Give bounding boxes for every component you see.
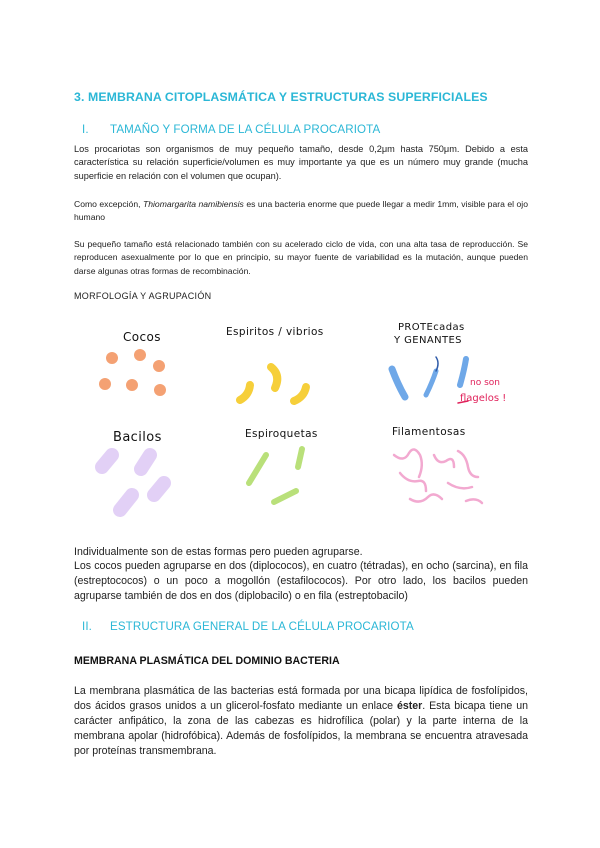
section-title: 3. MEMBRANA CITOPLASMÁTICA Y ESTRUCTURAS SUPERFICIALES xyxy=(74,90,488,104)
filament xyxy=(458,451,478,477)
filament xyxy=(448,483,472,488)
label-bacilos: Bacilos xyxy=(113,430,162,445)
exception-prefix: Como excepción, xyxy=(74,199,143,209)
paragraph-exception xyxy=(74,198,528,225)
species-name: Thiomargarita namibiensis xyxy=(142,199,244,209)
subsection-number: II. xyxy=(82,620,92,633)
subsection-title: TAMAÑO Y FORMA DE LA CÉLULA PROCARIOTA xyxy=(110,123,381,136)
label-pleomorficas-2: Y GENANTES xyxy=(394,335,462,346)
bacillus xyxy=(120,495,132,510)
label-pleomorficas-1: PROTEcadas xyxy=(398,322,465,333)
note-line-2: flagelos ! xyxy=(460,393,507,404)
subsection-number: I. xyxy=(82,123,89,136)
bacilos-drawing xyxy=(102,455,164,510)
label-filamentosas: Filamentosas xyxy=(392,426,466,438)
note-line-1: no son xyxy=(470,378,500,388)
cocos-drawing xyxy=(99,349,166,396)
filamentosas-drawing xyxy=(394,449,482,503)
vibrio xyxy=(294,387,306,401)
coccus xyxy=(134,349,146,361)
arrow-line xyxy=(458,401,468,403)
label-cocos: Cocos xyxy=(123,330,161,344)
espiroquetas-drawing xyxy=(249,449,302,502)
pleomorphic-cell xyxy=(392,369,405,397)
pleomorphic-cell xyxy=(460,359,466,385)
coccus xyxy=(106,352,118,364)
filament xyxy=(410,494,442,501)
spirochete xyxy=(298,449,302,467)
exception-suffix: es una bacteria enorme que puede llegar a medir 1mm, visible para el ojo humano xyxy=(74,199,528,223)
membrane-text-before: La membrana plasmática de las bacterias está formada por una bicapa lipídica de fosfolípidos, dos ácidos grasos unidos a un glicerol-fosfato mediante un enlace xyxy=(74,685,528,712)
vibrio xyxy=(240,385,250,400)
membrane-bold-term: éster xyxy=(396,700,423,712)
filament xyxy=(466,499,482,503)
coccus xyxy=(154,384,166,396)
bold-heading: MEMBRANA PLASMÁTICA DEL DOMINIO BACTERIA xyxy=(74,655,340,667)
filament xyxy=(394,449,422,477)
label-espiroquetas: Espiroquetas xyxy=(245,428,318,440)
filament xyxy=(434,455,454,467)
spirochete xyxy=(249,455,266,483)
subsection-heading-1 xyxy=(82,123,380,136)
vibrios-drawing xyxy=(240,367,306,401)
paragraph-size: Los procariotas son organismos de muy pequeño tamaño, desde 0,2μm hasta 750μm. Debido a esta característica su relación superficie/volumen es muy importante ya que es un número muy grande (mucha superficie en relación con el volumen que ocupan). xyxy=(74,144,528,181)
morphology-heading: MORFOLOGÍA Y AGRUPACIÓN xyxy=(74,291,212,301)
coccus xyxy=(153,360,165,372)
spirochete xyxy=(274,491,296,502)
vibrio xyxy=(271,367,277,388)
label-espiritos: Espiritos / vibrios xyxy=(226,326,324,338)
subsection-title: ESTRUCTURA GENERAL DE LA CÉLULA PROCARIOTA xyxy=(110,620,414,633)
pleomorphic-cell xyxy=(426,371,436,395)
pleomorphic-drawing xyxy=(392,357,468,403)
morphology-figure xyxy=(74,305,534,545)
bacillus xyxy=(141,455,150,469)
membrane-text-after: . Esta bicapa tiene un carácter anfipático, la zona de las cabezas es hidrofílica (polar) y la parte interna de la membrana apolar (hidrofóbica). Además de fosfolípidos, la membrana se encuentra atravesada por proteínas transmembrana. xyxy=(74,700,529,757)
paragraph-grouping-intro: Individualmente son de estas formas pero pueden agruparse. xyxy=(74,546,363,558)
coccus xyxy=(126,379,138,391)
paragraph-grouping: Los cocos pueden agruparse en dos (diplococos), en cuatro (tétradas), en ocho (sarcina), en fila (estreptococos) o un poco a mogollón (estafilococos). Por otro lado, los bacilos pueden agruparse también de dos en dos (diplobacilo) o en fila (estreptobacilo) xyxy=(74,560,528,602)
filament xyxy=(400,473,426,491)
bacillus xyxy=(154,483,164,495)
bacillus xyxy=(102,455,112,467)
subsection-heading-2 xyxy=(82,620,414,633)
paragraph-membrane xyxy=(74,684,528,759)
coccus xyxy=(99,378,111,390)
flagellum-like-line xyxy=(436,357,438,371)
paragraph-reproduction: Su pequeño tamaño está relacionado también con su acelerado ciclo de vida, con una alta tasa de reproducción. Se reproducen asexualmente por lo que en principio, su mayor fuente de variabilidad es la mutación, aunque pueden darse algunas otras formas de recombinación. xyxy=(74,239,528,276)
